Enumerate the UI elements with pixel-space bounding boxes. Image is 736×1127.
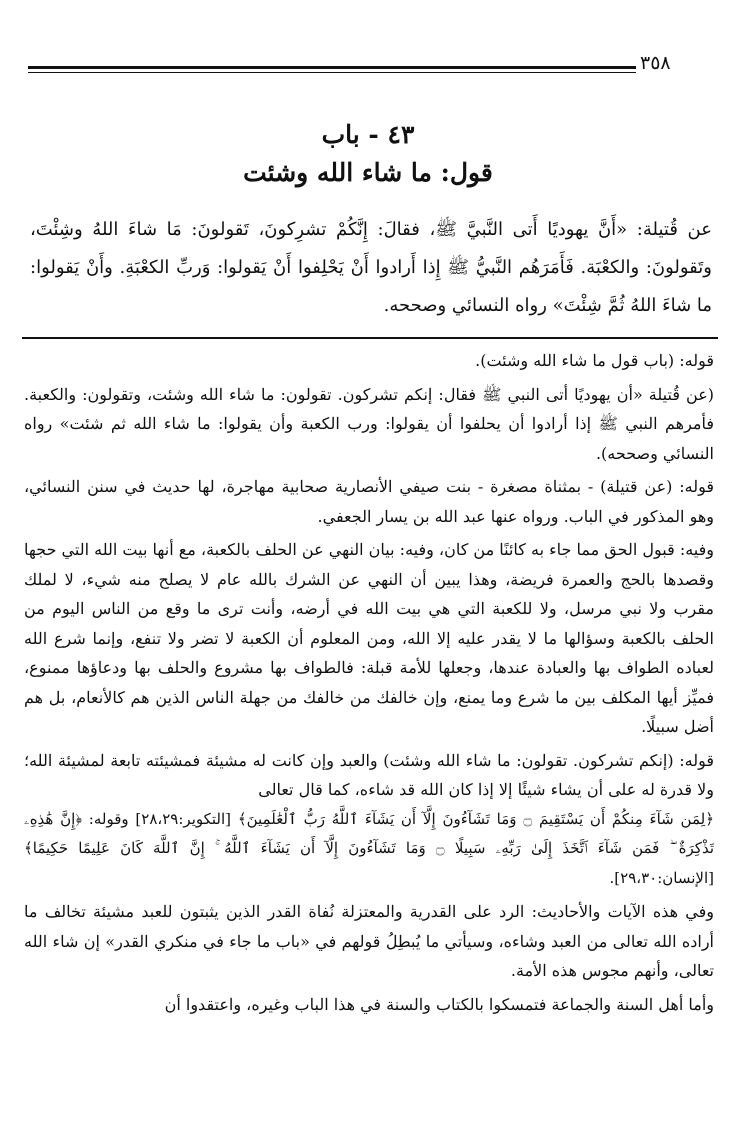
chapter-number: ٤٣ - باب bbox=[321, 120, 415, 149]
header-rule-thick bbox=[28, 66, 636, 69]
commentary-paragraph: وفيه: قبول الحق مما جاء به كائنًا من كان، وفيه: بيان النهي عن الحلف بالكعبة، مع أنها بيت الله التي حجها وقصدها بالحج والعمرة فريضة، وهذا يبين أن النهي عن الشرك بالله عام لا يصلح منه شيء، لا لملك مقرب ولا نبي مرسل، ولا للكعبة التي هي بيت الله في أرضه، وأنت ترى ما وقع من الناس اليوم من الحلف بالكعبة وسؤالها ما لا يقدر عليه إلا الله، ومن المعلوم أن الكعبة لا تضر ولا تنفع، وإنما شرع الله لعباده الطواف بها والعبادة عندها، وجعلها للأمة قبلة: فالطواف بها مشروع والحلف بها ودعاؤها ممنوع، فميِّز أيها المكلف بين ما شرع وما يمنع، وإن خالفك من خالفك من جهلة الناس الذين هم كالأنعام، بل هم أضل سبيلًا. bbox=[24, 540, 714, 736]
hadith-text: عن قُتيلة: «أَنَّ يهوديًا أَتى النَّبيَّ ﷺ، فقالَ: إِنَّكُمْ تشرِكونَ، تَقولونَ: مَا شاءَ اللهُ وشِئْتَ، وتَقولونَ: والكعْبَة. فَأَمَرَهُم النَّبيُّ ﷺ إِذا أَرادوا أَنْ يَحْلِفوا أَنْ يَقولوا: وَربِّ الكعْبَةِ. وأَنْ يَقولوا: ما شاءَ اللهُ ثُمَّ شِئْتَ» رواه النسائي وصححه. bbox=[30, 219, 712, 316]
quran-verse-block: ﴿لِمَن شَآءَ مِنكُمْ أَن يَسْتَقِيمَ ۝ وَمَا تَشَآءُونَ إِلَّآ أَن يَشَآءَ ٱللَّهُ رَبُّ ٱلْعَٰلَمِينَ﴾ [التكوير:٢٨،٢٩] وقوله: ﴿إِنَّ هَٰذِهِۦ تَذْكِرَةٌ ۖ فَمَن شَآءَ ٱتَّخَذَ إِلَىٰ رَبِّهِۦ سَبِيلًا ۝ وَمَا تَشَآءُونَ إِلَّآ أَن يَشَآءَ ٱللَّهُ ۚ إِنَّ ٱللَّهَ كَانَ عَلِيمًا حَكِيمًا﴾ [الإنسان:٢٩،٣٠]. bbox=[24, 809, 715, 887]
commentary-paragraph: قوله: (إنكم تشركون. تقولون: ما شاء الله وشئت) والعبد وإن كانت له مشيئة فمشيئته تابعة لمشيئة الله؛ ولا قدرة له على أن يشاء شيئًا إلا إذا كان الله قد شاءه، كما قال تعالى bbox=[24, 750, 714, 799]
chapter-title: قول: ما شاء الله وشئت bbox=[243, 158, 493, 187]
commentary-paragraph: قوله: (باب قول ما شاء الله وشئت). bbox=[475, 351, 714, 370]
section-separator bbox=[22, 337, 718, 339]
commentary-section bbox=[24, 346, 714, 1023]
commentary-paragraph: قوله: (عن قتيلة) - بمثناة مصغرة - بنت صيفي الأنصارية صحابية مهاجرة، لها حديث في سنن النسائي، وهو المذكور في الباب. ورواه عنها عبد الله بن يسار الجعفي. bbox=[24, 477, 714, 526]
page-number: ٣٥٨ bbox=[640, 52, 671, 74]
commentary-paragraph: وأما أهل السنة والجماعة فتمسكوا بالكتاب والسنة في هذا الباب وغيره، واعتقدوا أن bbox=[164, 994, 714, 1014]
header-rule-thin bbox=[28, 72, 636, 73]
commentary-paragraph: وفي هذه الآيات والأحاديث: الرد على القدرية والمعتزلة نُفاة القدر الذين يثبتون للعبد مشيئة تخالف ما أراده الله تعالى من العبد وشاءه، وسيأتي ما يُبطِلُ قولهم في «باب ما جاء في منكري القدر» إن شاء الله تعالى، وأنهم مجوس هذه الأمة. bbox=[24, 902, 715, 980]
commentary-paragraph: (عن قُتيلة «أن يهوديًا أتى النبي ﷺ فقال: إنكم تشركون. تقولون: ما شاء الله وشئت، وتقولون: والكعبة. فأمرهم النبي ﷺ إذا أرادوا أن يحلفوا أن يقولوا: ورب الكعبة وأن يقولوا: ما شاء الله ثم شئت» رواه النسائي وصححه). bbox=[24, 384, 714, 463]
